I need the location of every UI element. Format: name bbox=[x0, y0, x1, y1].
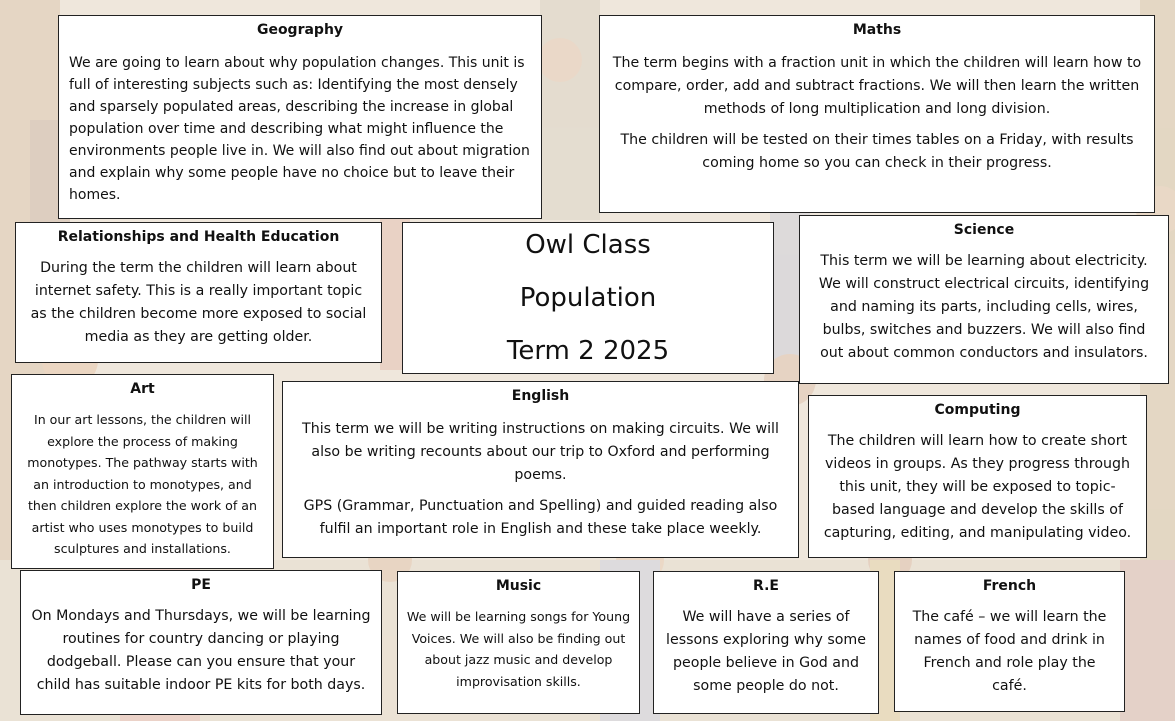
english-text-2: GPS (Grammar, Punctuation and Spelling) and guided reading also fulfil an important role in English and these take place weekly. bbox=[303, 498, 778, 537]
term-label: Term 2 2025 bbox=[506, 335, 670, 366]
music-text: We will be learning songs for Young Voices. We will also be finding out about jazz music and develop improvisation skills. bbox=[406, 609, 631, 689]
geography-text: We are going to learn about why population changes. This unit is full of interesting subjects such as: Identifying the most densely and sparsely populated areas, describing the increase in global population over time and describing what might influence the environments people live in. We will also find out about migration and explain why some people have no choice but to leave their homes. bbox=[69, 55, 530, 203]
french-panel bbox=[894, 571, 1125, 712]
rhe-panel bbox=[15, 222, 382, 363]
maths-heading: Maths bbox=[852, 22, 902, 38]
re-panel bbox=[653, 571, 879, 714]
art-heading: Art bbox=[130, 381, 155, 397]
rhe-text: During the term the children will learn about internet safety. This is a really important topic as the children become more exposed to social media as they are getting older. bbox=[30, 260, 367, 345]
english-text-1: This term we will be writing instructions on making circuits. We will also be writing recounts about our trip to Oxford and performing poems. bbox=[302, 421, 779, 483]
french-text: The café – we will learn the names of food and drink in French and role play the café. bbox=[912, 609, 1107, 694]
science-text: This term we will be learning about electricity. We will construct electrical circuits, identifying and naming its parts, including cells, wires, bulbs, switches and buzzers. We will also find out about common conductors and insulators. bbox=[818, 253, 1150, 361]
re-text: We will have a series of lessons exploring why some people believe in God and some people do not. bbox=[666, 609, 866, 694]
french-heading: French bbox=[982, 578, 1037, 594]
science-panel bbox=[799, 215, 1169, 384]
pe-heading: PE bbox=[191, 577, 211, 593]
class-name: Owl Class bbox=[525, 229, 651, 260]
maths-panel bbox=[599, 15, 1155, 213]
art-text: In our art lessons, the children will explore the process of making monotypes. The pathway starts with an introduction to monotypes, and then children explore the work of an artist who uses monotypes to build sculptures and installations. bbox=[27, 412, 258, 556]
english-panel bbox=[282, 381, 799, 558]
maths-text-1: The term begins with a fraction unit in which the children will learn how to compare, order, add and subtract fractions. We will then learn the written methods of long multiplication and long division. bbox=[612, 55, 1142, 117]
computing-heading: Computing bbox=[934, 402, 1021, 418]
topic-name: Population bbox=[519, 282, 657, 313]
geography-panel bbox=[58, 15, 542, 219]
pe-panel bbox=[20, 570, 382, 715]
music-panel bbox=[397, 571, 640, 714]
computing-panel bbox=[808, 395, 1147, 558]
pe-text: On Mondays and Thursdays, we will be learning routines for country dancing or playing dodgeball. Please can you ensure that your child has suitable indoor PE kits for both days. bbox=[31, 608, 371, 693]
maths-text-2: The children will be tested on their times tables on a Friday, with results coming home so you can check in their progress. bbox=[620, 132, 1134, 171]
music-heading: Music bbox=[495, 578, 542, 594]
english-heading: English bbox=[511, 388, 570, 404]
rhe-heading: Relationships and Health Education bbox=[57, 229, 340, 245]
geography-heading: Geography bbox=[256, 22, 344, 38]
re-heading: R.E bbox=[753, 578, 779, 594]
science-heading: Science bbox=[953, 222, 1015, 238]
art-panel bbox=[11, 374, 274, 569]
class-title-panel bbox=[402, 222, 774, 374]
computing-text: The children will learn how to create short videos in groups. As they progress through this unit, they will be exposed to topic-based language and develop the skills of capturing, editing, and manipulating video. bbox=[823, 433, 1132, 541]
